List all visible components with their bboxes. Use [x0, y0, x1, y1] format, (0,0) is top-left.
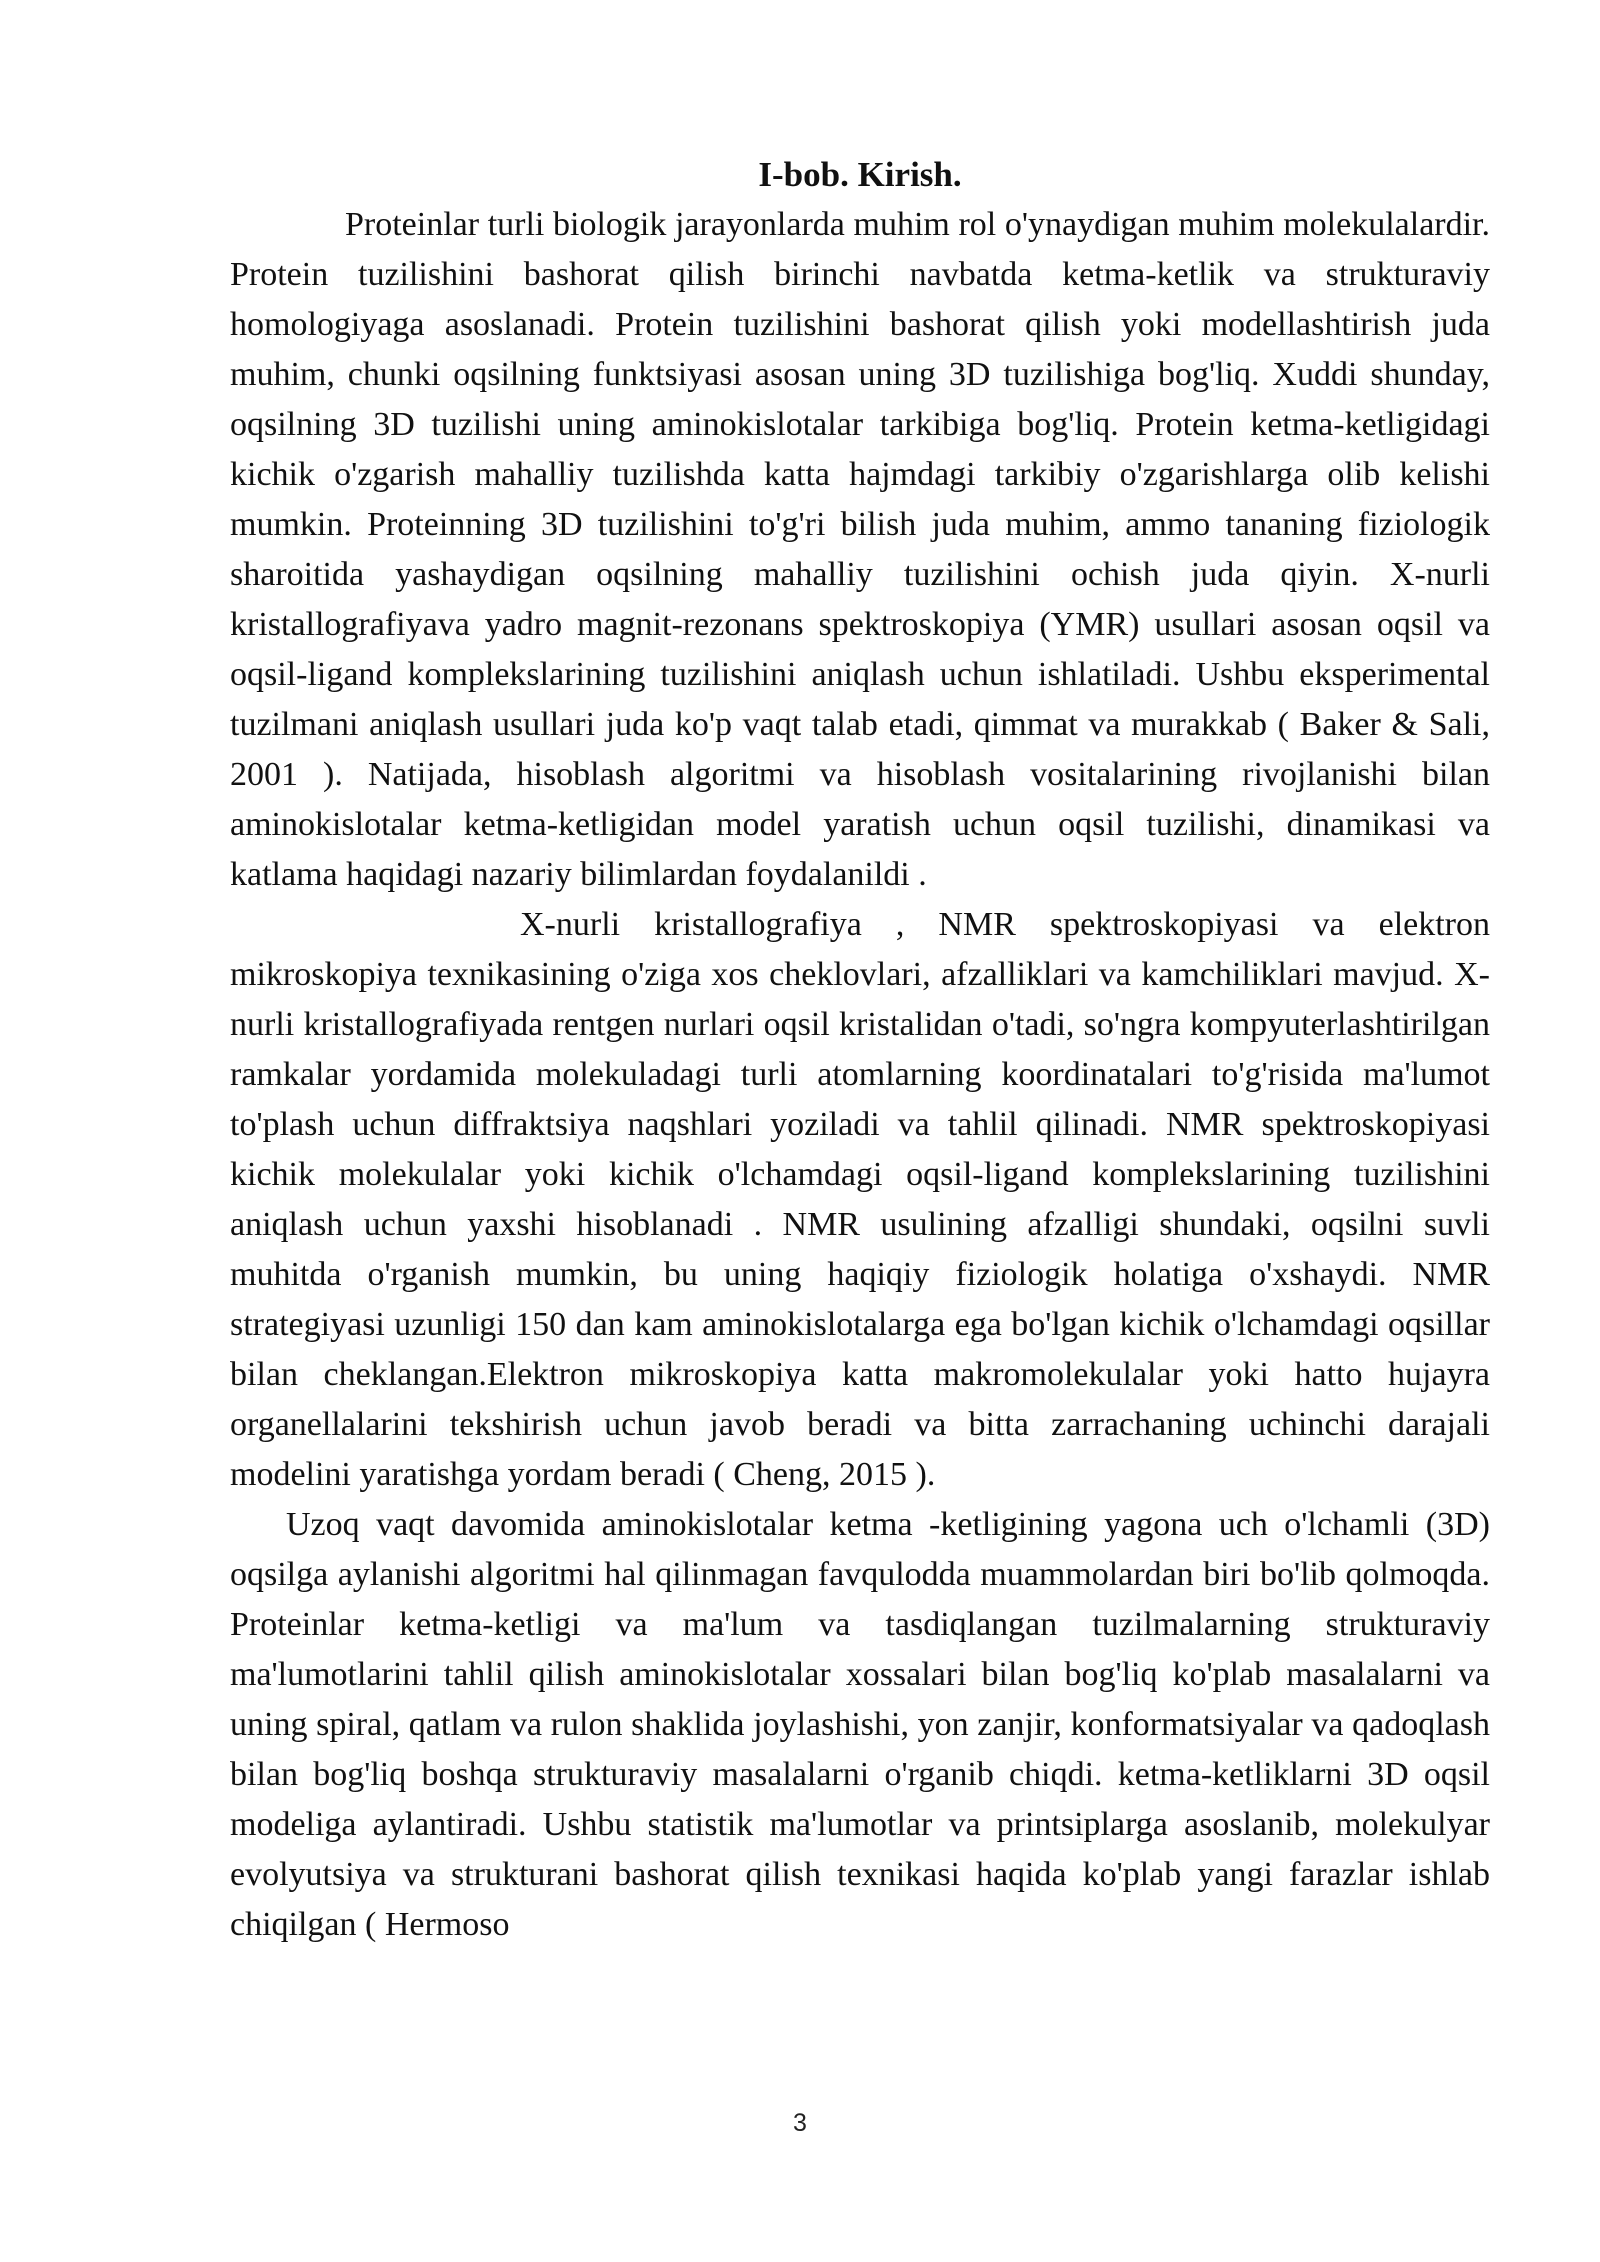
paragraph-3: Uzoq vaqt davomida aminokislotalar ketma -ketligining yagona uch o'lchamli (3D) oqsilga aylanishi algoritmi hal qilinmagan favqulodda muammolardan biri bo'lib qolmoqda. Proteinlar ketma-ketligi va ma'lum va tasdiqlangan tuzilmalarning strukturaviy ma'lumotlarini tahlil qilish aminokislotalar xossalari bilan bog'liq ko'plab masalalarni va uning spiral, qatlam va rulon shaklida joylashishi, yon zanjir, konformatsiyalar va qadoqlash bilan bog'liq boshqa strukturaviy masalalarni o'rganib chiqdi. ketma-ketliklarni 3D oqsil modeliga aylantiradi. Ushbu statistik ma'lumotlar va printsiplarga asoslanib, molekulyar evolyutsiya va strukturani bashorat qilish texnikasi haqida ko'plab yangi farazlar ishlab chiqilgan ( Hermoso	[230, 1506, 1490, 1943]
chapter-heading: I-bob. Kirish.	[758, 155, 962, 194]
page-number: 3	[793, 2109, 807, 2137]
paragraph-1: Proteinlar turli biologik jarayonlarda muhim rol o'ynaydigan muhim molekulalardir. Protein tuzilishini bashorat qilish birinchi navbatda ketma-ketlik va strukturaviy homologiyaga asoslanadi. Protein tuzilishini bashorat qilish yoki modellashtirish juda muhim, chunki oqsilning funktsiyasi asosan uning 3D tuzilishiga bog'liq. Xuddi shunday, oqsilning 3D tuzilishi uning aminokislotalar tarkibiga bog'liq. Protein ketma-ketligidagi kichik o'zgarish mahalliy tuzilishda katta hajmdagi tarkibiy o'zgarishlarga olib kelishi mumkin. Proteinning 3D tuzilishini to'g'ri bilish juda muhim, ammo tananing fiziologik sharoitida yashaydigan oqsilning mahalliy tuzilishini ochish juda qiyin. X-nurli kristallografiyava yadro magnit-rezonans spektroskopiya (YMR) usullari asosan oqsil va oqsil-ligand komplekslarining tuzilishini aniqlash uchun ishlatiladi. Ushbu eksperimental tuzilmani aniqlash usullari juda ko'p vaqt talab etadi, qimmat va murakkab ( Baker & Sali, 2001 ). Natijada, hisoblash algoritmi va hisoblash vositalarining rivojlanishi bilan aminokislotalar ketma-ketligidan model yaratish uchun oqsil tuzilishi, dinamikasi va katlama haqidagi nazariy bilimlardan foydalanildi .	[230, 206, 1490, 893]
document-page	[230, 150, 1490, 1950]
paragraph-2: X-nurli kristallografiya , NMR spektroskopiyasi va elektron mikroskopiya texnikasining o'ziga xos cheklovlari, afzalliklari va kamchiliklari mavjud. X-nurli kristallografiyada rentgen nurlari oqsil kristalidan o'tadi, so'ngra kompyuterlashtirilgan ramkalar yordamida molekuladagi turli atomlarning koordinatalari to'g'risida ma'lumot to'plash uchun diffraktsiya naqshlari yoziladi va tahlil qilinadi. NMR spektroskopiyasi kichik molekulalar yoki kichik o'lchamdagi oqsil-ligand komplekslarining tuzilishini aniqlash uchun yaxshi hisoblanadi . NMR usulining afzalligi shundaki, oqsilni suvli muhitda o'rganish mumkin, bu uning haqiqiy fiziologik holatiga o'xshaydi. NMR strategiyasi uzunligi 150 dan kam aminokislotalarga ega bo'lgan kichik o'lchamdagi oqsillar bilan cheklangan.Elektron mikroskopiya katta makromolekulalar yoki hatto hujayra organellalarini tekshirish uchun javob beradi va bitta zarrachaning uchinchi darajali modelini yaratishga yordam beradi ( Cheng, 2015 ).	[230, 906, 1490, 1493]
